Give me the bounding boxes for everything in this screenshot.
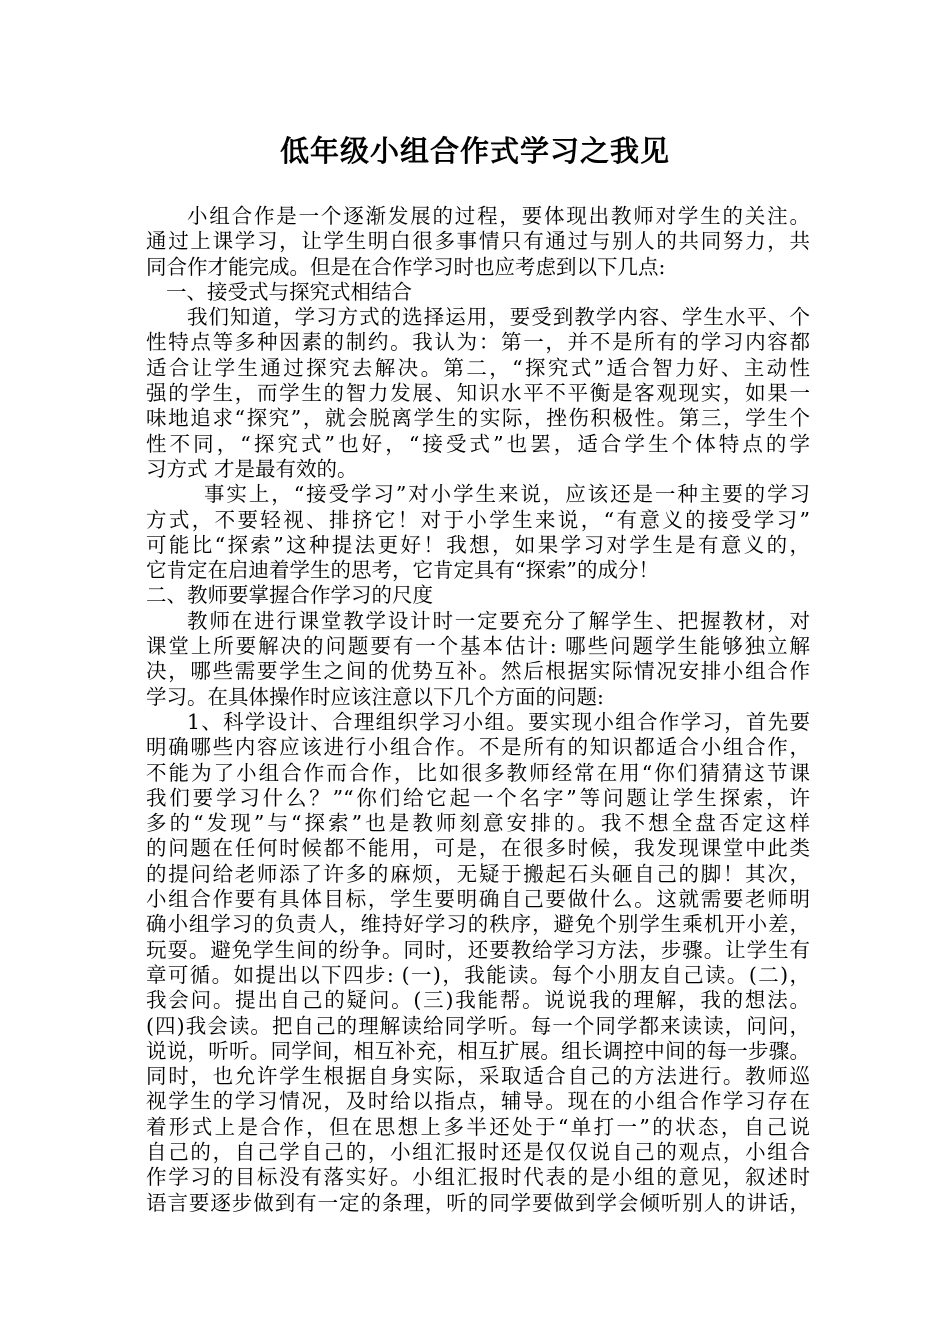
paragraph-line: 我会问。提出自己的疑问。(三)我能帮。说说我的理解，我的想法。 <box>146 988 810 1013</box>
paragraph-line: 小组合作是一个逐渐发展的过程，要体现出教师对学生的关注。 <box>187 204 810 228</box>
paragraph-line: 确小组学习的负责人，维持好学习的秩序，避免个别学生乘机开小差， <box>146 912 810 937</box>
paragraph-line: 说说，听听。同学间，相互补充，相互扩展。组长调控中间的每一步骤。 <box>146 1038 810 1063</box>
paragraph-line: 同时，也允许学生根据自身实际，采取适合自己的方法进行。教师巡 <box>146 1064 810 1089</box>
paragraph-line: 视学生的学习情况，及时给以指点，辅导。现在的小组合作学习存在 <box>146 1089 810 1114</box>
paragraph-line: 可能比“探索”这种提法更好！我想，如果学习对学生是有意义的， <box>146 532 810 557</box>
paragraph-line: 我们要学习什么？”“你们给它起一个名字”等问题让学生探索，许 <box>146 785 810 810</box>
paragraph-line: 通过上课学习，让学生明白很多事情只有通过与别人的共同努力，共 <box>146 229 810 254</box>
paragraph-line: 着形式上是合作，但在思想上多半还处于“单打一”的状态，自己说 <box>146 1114 810 1139</box>
paragraph-line: 教师在进行课堂教学设计时一定要充分了解学生、把握教材，对 <box>187 608 810 633</box>
paragraph-line: 它肯定在启迪着学生的思考，它肯定具有“探索”的成分！ <box>146 558 659 583</box>
paragraph-line: 习方式 才是最有效的。 <box>146 456 358 481</box>
paragraph-line: 味地追求“探究”，就会脱离学生的实际，挫伤积极性。第三，学生个 <box>146 406 810 431</box>
paragraph-line: 事实上，“接受学习”对小学生来说，应该还是一种主要的学习 <box>204 482 810 507</box>
document-title: 低年级小组合作式学习之我见 <box>279 134 670 168</box>
paragraph-line: 方式，不要轻视、排挤它！对于小学生来说，“有意义的接受学习” <box>146 507 810 532</box>
document-body <box>146 204 810 1216</box>
paragraph-line: 1、科学设计、合理组织学习小组。要实现小组合作学习，首先要 <box>187 709 810 734</box>
paragraph-line: 玩耍。避免学生间的纷争。同时，还要教给学习方法，步骤。让学生有 <box>146 937 810 962</box>
paragraph-line: 学习。在具体操作时应该注意以下几个方面的问题: <box>146 684 604 709</box>
paragraph-line: 作学习的目标没有落实好。小组汇报时代表的是小组的意见，叙述时 <box>146 1165 810 1190</box>
paragraph-line: 性特点等多种因素的制约。我认为：第一，并不是所有的学习内容都 <box>146 330 810 355</box>
paragraph-line: 课堂上所要解决的问题要有一个基本估计: 哪些问题学生能够独立解 <box>146 634 810 659</box>
paragraph-line: 的问题在任何时候都不能用，可是，在很多时候，我发现课堂中此类 <box>146 836 810 861</box>
paragraph-line: 的提问给老师添了许多的麻烦，无疑于搬起石头砸自己的脚！其次， <box>146 861 810 886</box>
paragraph-line: 明确哪些内容应该进行小组合作。不是所有的知识都适合小组合作， <box>146 735 810 760</box>
paragraph-line: 决，哪些需要学生之间的优势互补。然后根据实际情况安排小组合作 <box>146 659 810 684</box>
paragraph-line: 小组合作要有具体目标，学生要明确自己要做什么。这就需要老师明 <box>146 887 810 912</box>
paragraph-line: 我们知道，学习方式的选择运用，要受到教学内容、学生水平、个 <box>187 305 810 330</box>
paragraph-line: 二、教师要掌握合作学习的尺度 <box>146 583 433 608</box>
paragraph-line: 不能为了小组合作而合作，比如很多教师经常在用“你们猜猜这节课 <box>146 760 810 785</box>
paragraph-line: 一、接受式与探究式相结合 <box>166 279 412 304</box>
paragraph-line: 章可循。如提出以下四步: (一)，我能读。每个小朋友自己读。(二)， <box>146 962 810 987</box>
paragraph-line: 适合让学生通过探究去解决。第二，“探究式”适合智力好、主动性 <box>146 355 810 380</box>
paragraph-line: 性不同，“探究式”也好，“接受式”也罢，适合学生个体特点的学 <box>146 431 810 456</box>
paragraph-line: 多的“发现”与“探索”也是教师刻意安排的。我不想全盘否定这样 <box>146 811 810 836</box>
paragraph-line: 同合作才能完成。但是在合作学习时也应考虑到以下几点: <box>146 254 666 279</box>
paragraph-line: 语言要逐步做到有一定的条理，听的同学要做到学会倾听别人的讲话， <box>146 1190 810 1215</box>
paragraph-line: (四)我会读。把自己的理解读给同学听。每一个同学都来读读，问问， <box>146 1013 810 1038</box>
paragraph-line: 自己的，自己学自己的，小组汇报时还是仅仅说自己的观点，小组合 <box>146 1139 810 1164</box>
paragraph-line: 强的学生，而学生的智力发展、知识水平不平衡是客观现实，如果一 <box>146 381 810 406</box>
